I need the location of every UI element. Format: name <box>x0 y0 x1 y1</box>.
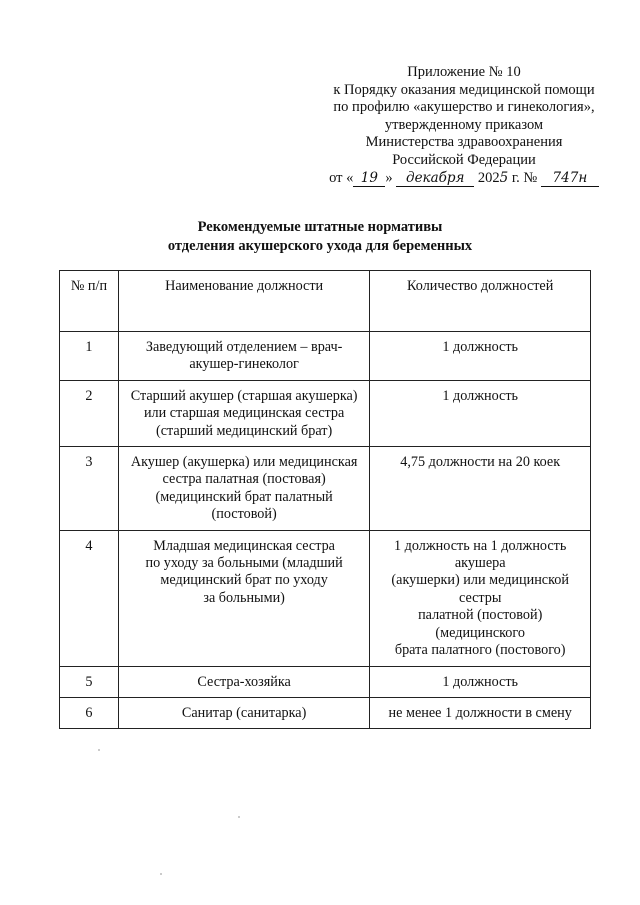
row-number: 5 <box>60 666 119 697</box>
cell-line: акушера <box>454 555 506 572</box>
position-name <box>118 666 370 697</box>
annex-line: Приложение № 10 <box>407 64 521 80</box>
position-count <box>370 332 591 381</box>
position-count <box>370 697 591 728</box>
cell-line: (старший медицинский брат) <box>156 422 333 439</box>
cell-line: брата палатного (постового) <box>394 642 566 659</box>
handwritten-day: 19 <box>353 171 385 187</box>
row-number: 3 <box>60 447 119 531</box>
cell-line: или старшая медицинская сестра <box>143 405 345 422</box>
position-name <box>118 530 370 666</box>
cell-line: 1 должность <box>442 387 519 404</box>
cell-line: Заведующий отделением – врач- <box>145 339 343 355</box>
table-row <box>60 666 591 697</box>
staffing-table <box>59 270 591 729</box>
scan-speck <box>160 873 162 875</box>
cell-line: по уходу за больными (младший <box>145 555 343 572</box>
document-title <box>0 218 640 256</box>
year-prefix: 202 <box>477 169 500 186</box>
cell-line: сестра палатная (постовая) <box>162 471 326 488</box>
header-number: № п/п <box>60 271 119 332</box>
position-count <box>370 666 591 697</box>
cell-line: (акушерки) или медицинской сестры <box>391 572 569 606</box>
cell-line: Санитар (санитарка) <box>181 704 307 721</box>
row-number: 1 <box>60 332 119 381</box>
position-count <box>370 530 591 666</box>
cell-line: медицинский брат по уходу <box>160 572 328 589</box>
position-name <box>118 380 370 446</box>
handwritten-month: декабря <box>396 171 474 187</box>
cell-line: 1 должность <box>442 339 519 355</box>
scan-speck <box>98 749 100 751</box>
handwritten-order-number: 747н <box>541 171 599 187</box>
row-number: 6 <box>60 697 119 728</box>
cell-line: не менее 1 должности в смену <box>388 704 572 721</box>
date-prefix: от « <box>329 169 354 186</box>
table-header-row <box>60 271 591 332</box>
date-quote-close: » <box>385 169 393 186</box>
cell-line: палатной (постовой) (медицинского <box>418 607 543 641</box>
row-number: 4 <box>60 530 119 666</box>
annex-line: Российской Федерации <box>392 151 536 168</box>
annex-line: к Порядку оказания медицинской помощи <box>333 81 595 98</box>
title-line-2: отделения акушерского ухода для беременных <box>167 238 473 254</box>
cell-line: 1 должность <box>442 673 519 690</box>
position-name <box>118 447 370 531</box>
cell-line: за больными) <box>203 589 285 606</box>
header-position-name: Наименование должности <box>118 271 370 332</box>
cell-line: Старший акушер (старшая акушерка) <box>130 387 358 404</box>
header-position-count: Количество должностей <box>370 271 591 332</box>
position-name <box>118 332 370 381</box>
cell-line: акушер-гинеколог <box>189 356 299 373</box>
title-line-1: Рекомендуемые штатные нормативы <box>197 219 443 235</box>
cell-line: 4,75 должности на 20 коек <box>400 454 561 471</box>
table-row <box>60 447 591 531</box>
handwritten-year-digit: 5 <box>499 169 509 186</box>
annex-header <box>318 64 610 187</box>
cell-line: Сестра-хозяйка <box>197 673 291 690</box>
annex-line: утвержденному приказом <box>384 116 544 133</box>
row-number: 2 <box>60 380 119 446</box>
table-row <box>60 697 591 728</box>
cell-line: Акушер (акушерка) или медицинская <box>130 454 358 471</box>
table-row <box>60 332 591 381</box>
cell-line: (постовой) <box>211 506 277 523</box>
cell-line: (медицинский брат палатный <box>155 488 333 505</box>
table-row <box>60 530 591 666</box>
cell-line: Младшая медицинская сестра <box>153 537 335 554</box>
cell-line: 1 должность на 1 должность <box>394 537 567 554</box>
scan-speck <box>238 816 240 818</box>
table-row <box>60 380 591 446</box>
annex-line: Министерства здравоохранения <box>365 134 563 151</box>
position-count <box>370 380 591 446</box>
order-date-line <box>318 170 610 188</box>
annex-line: по профилю «акушерство и гинекология», <box>333 99 595 116</box>
order-number-label: г. № <box>511 169 538 186</box>
position-name <box>118 697 370 728</box>
position-count <box>370 447 591 531</box>
